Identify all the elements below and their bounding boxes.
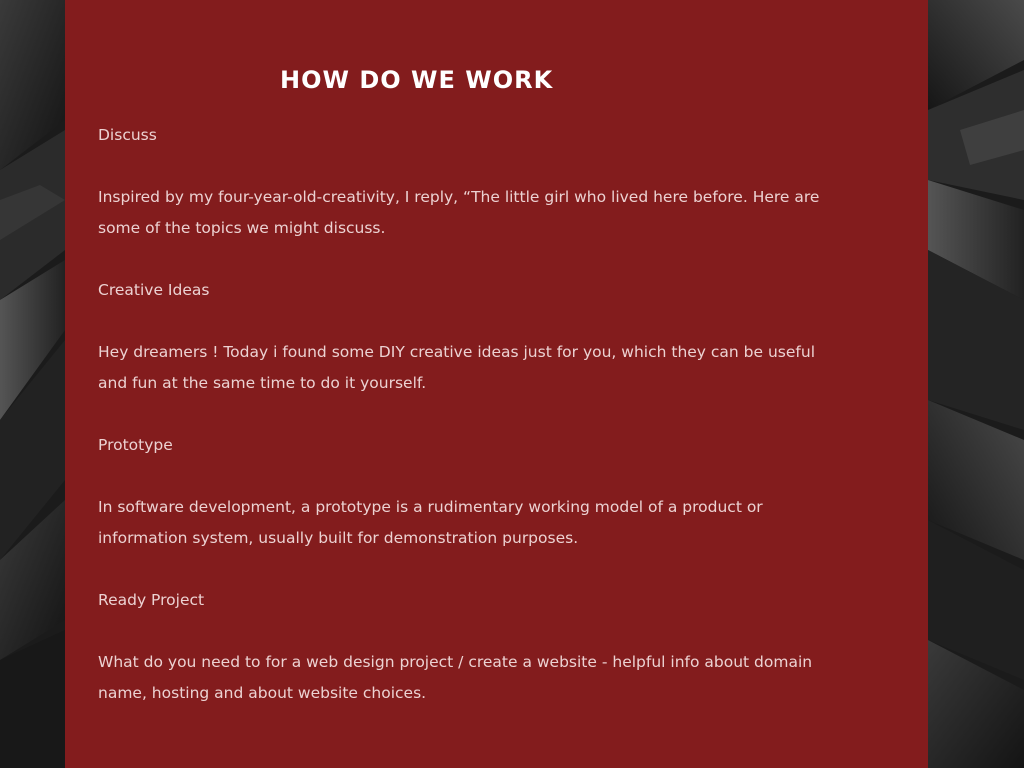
section-heading: Discuss <box>98 126 157 144</box>
section-text: Hey dreamers ! Today i found some DIY creative ideas just for you, which they can be useful and fun at the same time to do it yourself. <box>98 343 815 392</box>
sections-list <box>98 120 838 740</box>
section-text: Inspired by my four-year-old-creativity, I reply, “The little girl who lived here before. Here are some of the topics we might discuss. <box>98 188 820 237</box>
section-heading: Creative Ideas <box>98 281 210 299</box>
section-creative-ideas <box>98 275 838 399</box>
section-ready-project <box>98 585 838 709</box>
section-discuss <box>98 120 838 244</box>
section-text: In software development, a prototype is a rudimentary working model of a product or information system, usually built for demonstration purposes. <box>98 498 763 547</box>
page-title: HOW DO WE WORK <box>280 66 554 94</box>
section-heading: Ready Project <box>98 591 205 609</box>
section-prototype <box>98 430 838 554</box>
section-heading: Prototype <box>98 436 173 454</box>
content-panel <box>65 0 928 768</box>
section-text: What do you need to for a web design project / create a website - helpful info about domain name, hosting and about website choices. <box>98 653 813 702</box>
